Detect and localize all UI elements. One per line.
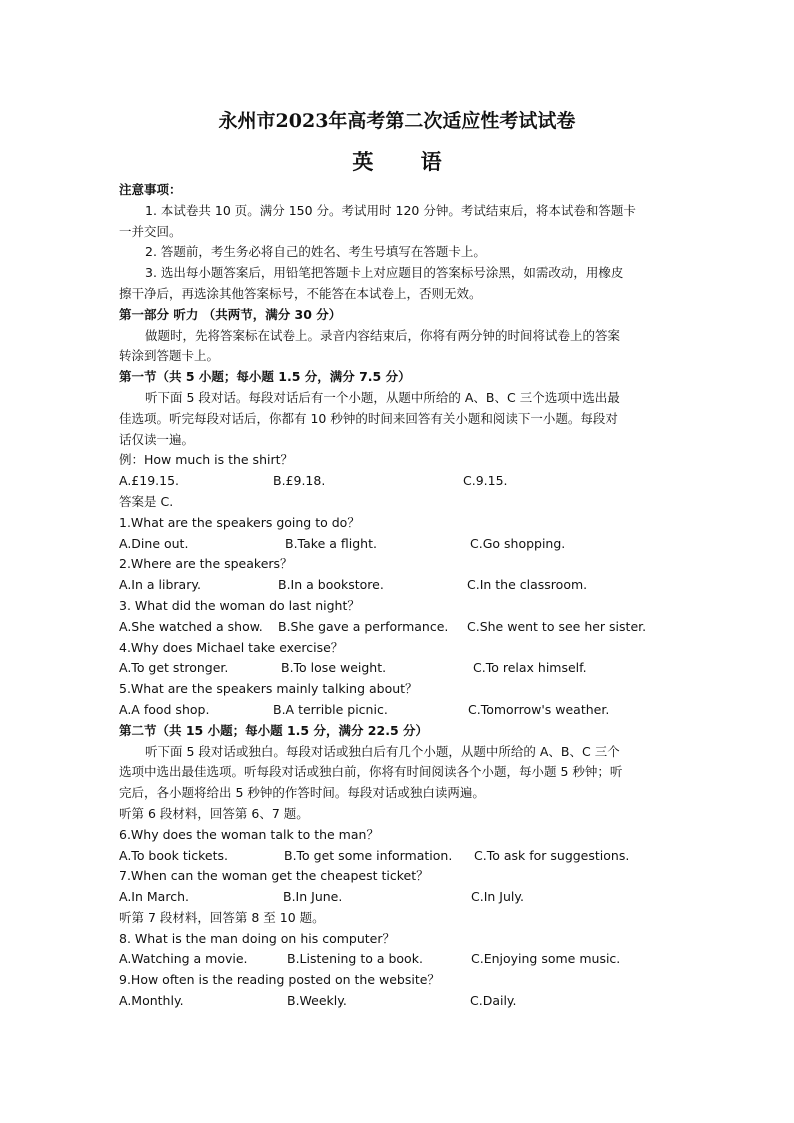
example-answer: 答案是 C. — [119, 493, 174, 509]
material-6-note: 听第 6 段材料，回答第 6、7 题。 — [119, 805, 309, 821]
option-b: B.A terrible picnic. — [273, 701, 388, 717]
option-c: C.Go shopping. — [470, 535, 566, 551]
exam-title: 永州市2023年高考第二次适应性考试试卷 — [218, 110, 576, 132]
subject-title: 英 语 — [352, 149, 462, 174]
option-a: A.£19.15. — [119, 473, 180, 489]
question-1-options — [119, 534, 675, 555]
notes-line: 擦干净后，再选涂其他答案标号，不能答在本试卷上，否则无效。 — [119, 285, 482, 301]
part1-intro: 做题时，先将答案标在试卷上。录音内容结束后，你将有两分钟的时间将试卷上的答案 — [145, 327, 621, 343]
section2-intro: 完后，各小题将给出 5 秒钟的作答时间。每段对话或独白读两遍。 — [119, 785, 485, 801]
section1-intro: 佳选项。听完每段对话后，你都有 10 秒钟的时间来回答有关小题和阅读下一小题。每段对 — [119, 410, 618, 426]
option-b: B.In June. — [283, 889, 343, 905]
option-b: B.Take a flight. — [285, 535, 377, 551]
option-a: A.Watching a movie. — [119, 951, 248, 967]
option-b: B.In a bookstore. — [278, 577, 384, 593]
option-c: C.9.15. — [463, 473, 508, 489]
question-5-options — [119, 700, 675, 721]
notes-line: 2. 答题前，考生务必将自己的姓名、考生号填写在答题卡上。 — [145, 244, 486, 260]
material-7-note: 听第 7 段材料，回答第 8 至 10 题。 — [119, 909, 325, 925]
option-c: C.She went to see her sister. — [467, 618, 647, 634]
question-9: 9.How often is the reading posted on the website？ — [119, 972, 440, 988]
option-a: A.In March. — [119, 889, 189, 905]
option-b: B.Listening to a book. — [287, 951, 423, 967]
option-c: C.In the classroom. — [467, 577, 588, 593]
option-c: C.Tomorrow's weather. — [468, 701, 610, 717]
question-8-options — [119, 949, 675, 970]
option-b: B.She gave a performance. — [278, 618, 449, 634]
option-a: A.She watched a show. — [119, 618, 263, 634]
part1-heading: 第一部分 听力 （共两节，满分 30 分） — [119, 306, 342, 322]
question-3-options — [119, 617, 675, 638]
section1-intro: 听下面 5 段对话。每段对话后有一个小题，从题中所给的 A、B、C 三个选项中选出最 — [145, 389, 620, 405]
question-6-options — [119, 846, 675, 867]
option-c: C.To relax himself. — [473, 660, 587, 676]
option-a: A.To book tickets. — [119, 847, 228, 863]
notes-line: 1. 本试卷共 10 页。满分 150 分。考试用时 120 分钟。考试结束后，将本试卷和答题卡 — [145, 202, 636, 218]
question-7: 7.When can the woman get the cheapest ticket？ — [119, 868, 429, 884]
section1-heading: 第一节（共 5 小题；每小题 1.5 分，满分 7.5 分） — [119, 369, 411, 385]
example-question: 例：How much is the shirt？ — [119, 452, 294, 468]
question-5: 5.What are the speakers mainly talking about？ — [119, 681, 418, 697]
notes-heading: 注意事项： — [119, 182, 182, 197]
section2-intro: 听下面 5 段对话或独白。每段对话或独白后有几个小题，从题中所给的 A、B、C 三个 — [145, 743, 620, 759]
option-c: C.To ask for suggestions. — [474, 847, 630, 863]
question-7-options — [119, 887, 675, 908]
section1-intro: 话仅读一遍。 — [119, 431, 195, 447]
question-9-options — [119, 991, 675, 1012]
notes-line: 一并交回。 — [119, 223, 182, 239]
question-3: 3. What did the woman do last night？ — [119, 597, 360, 613]
question-6: 6.Why does the woman talk to the man？ — [119, 826, 379, 842]
question-4-options — [119, 658, 675, 679]
section2-heading: 第二节（共 15 小题；每小题 1.5 分，满分 22.5 分） — [119, 722, 428, 738]
option-b: B.To lose weight. — [281, 660, 387, 676]
option-c: C.Daily. — [470, 993, 517, 1009]
question-8: 8. What is the man doing on his computer？ — [119, 930, 395, 946]
option-a: A.Monthly. — [119, 993, 184, 1009]
question-2: 2.Where are the speakers？ — [119, 556, 293, 572]
question-2-options — [119, 575, 675, 596]
example-options — [119, 471, 675, 492]
option-a: A.Dine out. — [119, 535, 189, 551]
option-b: B.£9.18. — [273, 473, 326, 489]
option-b: B.Weekly. — [287, 993, 347, 1009]
option-c: C.In July. — [471, 889, 524, 905]
part1-intro: 转涂到答题卡上。 — [119, 348, 220, 364]
option-a: A.To get stronger. — [119, 660, 229, 676]
section2-intro: 选项中选出最佳选项。听每段对话或独白前，你将有时间阅读各个小题，每小题 5 秒钟；听 — [119, 764, 623, 780]
question-1: 1.What are the speakers going to do？ — [119, 514, 360, 530]
exam-body — [119, 180, 675, 1012]
notes-line: 3. 选出每小题答案后，用铅笔把答题卡上对应题目的答案标号涂黑，如需改动，用橡皮 — [145, 265, 624, 281]
question-4: 4.Why does Michael take exercise？ — [119, 639, 344, 655]
option-b: B.To get some information. — [284, 847, 453, 863]
option-a: A.In a library. — [119, 577, 201, 593]
option-c: C.Enjoying some music. — [471, 951, 621, 967]
option-a: A.A food shop. — [119, 701, 210, 717]
